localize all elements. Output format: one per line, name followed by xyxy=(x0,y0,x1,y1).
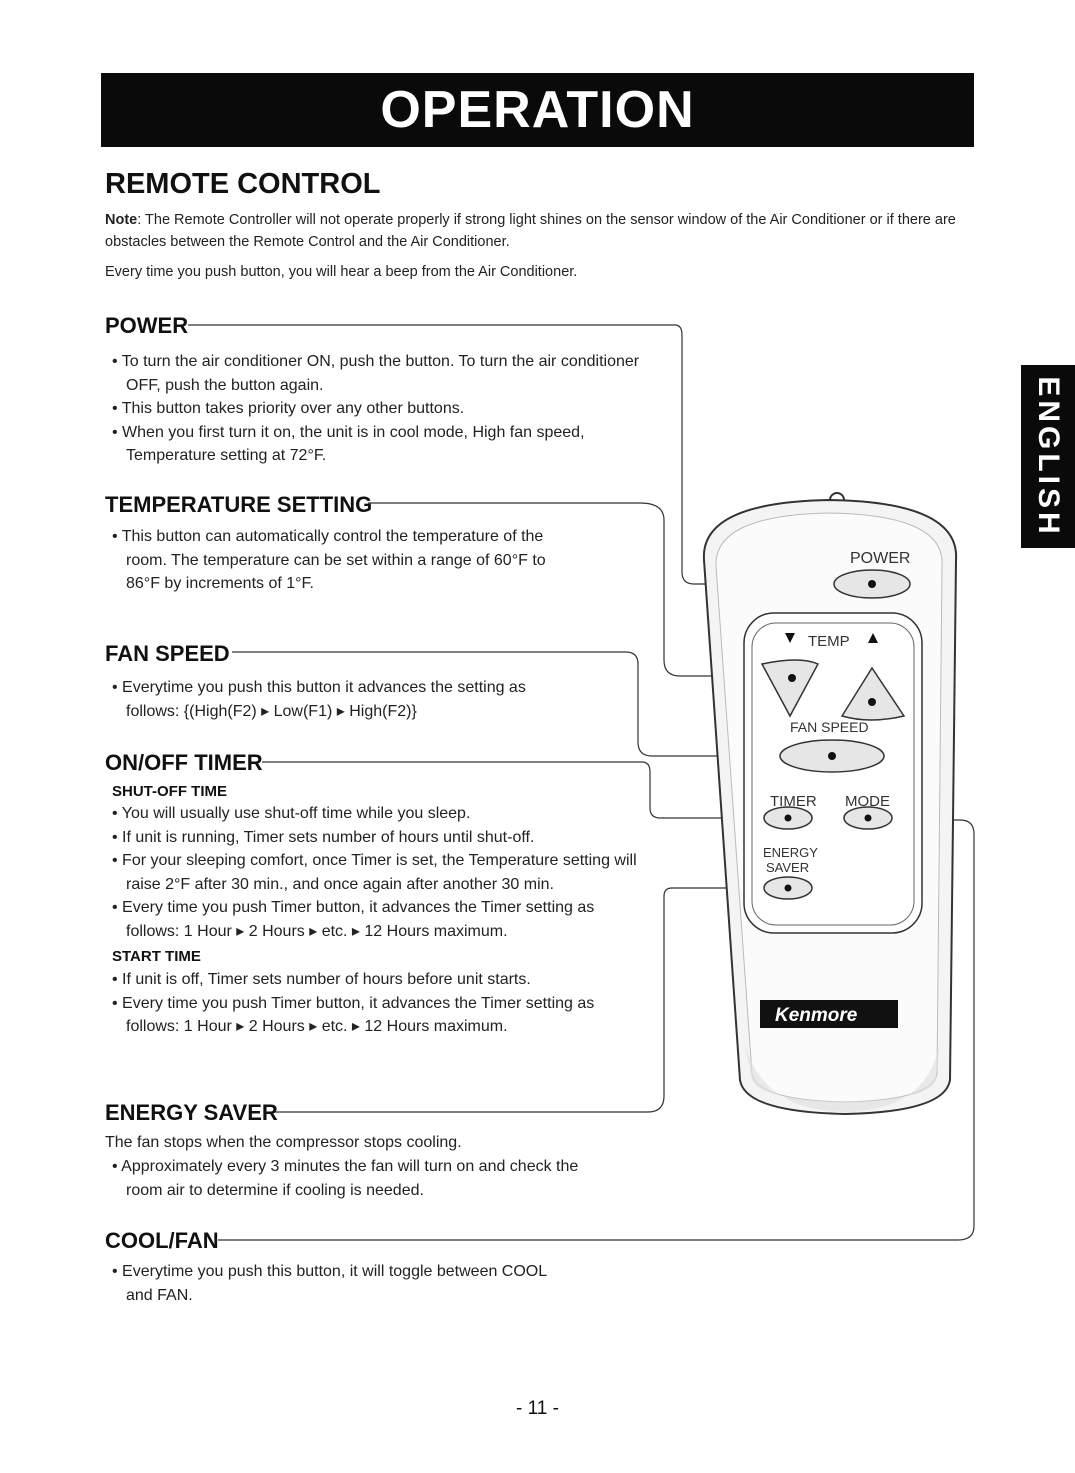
power-label: POWER xyxy=(850,550,911,567)
remote-body xyxy=(704,493,956,1114)
beep-note: Every time you push button, you will hear a beep from the Air Conditioner. xyxy=(105,264,578,280)
temperature-heading: TEMPERATURE SETTING xyxy=(105,492,373,517)
temperature-bullets xyxy=(112,525,572,596)
list-item: • Every time you push Timer button, it advances the Timer setting as follows: 1 Hour ▸ 2 Hours ▸ etc. ▸ 12 Hours maximum. xyxy=(112,899,595,940)
energy-intro: The fan stops when the compressor stops cooling. xyxy=(105,1134,462,1151)
note-text: : The Remote Controller will not operate properly if strong light shines on the sensor window of the Air Conditioner or if there are obstacles between the Remote Control and the Air Conditioner. xyxy=(105,212,956,250)
energy-bullets xyxy=(112,1155,582,1202)
list-item: • This button takes priority over any other buttons. xyxy=(112,400,465,417)
list-item: • You will usually use shut-off time while you sleep. xyxy=(112,805,471,822)
timer-label: TIMER xyxy=(770,793,817,810)
list-item: • Approximately every 3 minutes the fan will turn on and check the room air to determine if cooling is needed. xyxy=(112,1158,579,1199)
list-item: • When you first turn it on, the unit is in cool mode, High fan speed, Temperature setting at 72°F. xyxy=(112,423,585,464)
list-item: • If unit is off, Timer sets number of hours before unit starts. xyxy=(112,971,531,988)
shutoff-bullets xyxy=(112,802,642,943)
energy-label-1: ENERGY xyxy=(763,845,818,860)
list-item: • For your sleeping comfort, once Timer is set, the Temperature setting will raise 2°F after 30 min., and once again after another 30 min. xyxy=(112,852,637,893)
note-label: Note xyxy=(105,212,138,228)
energy-label-2: SAVER xyxy=(766,860,810,875)
list-item: • Everytime you push this button, it will toggle between COOL and FAN. xyxy=(112,1263,547,1304)
kenmore-logo-text: Kenmore xyxy=(775,1005,858,1026)
operation-banner: OPERATION xyxy=(101,73,974,147)
page-title: REMOTE CONTROL xyxy=(105,168,381,200)
start-bullets xyxy=(112,968,642,1039)
coolfan-heading: COOL/FAN xyxy=(105,1228,219,1253)
temp-label: TEMP xyxy=(808,633,850,650)
fan-speed-bullets xyxy=(112,676,582,723)
mode-label: MODE xyxy=(845,793,890,810)
list-item: • To turn the air conditioner ON, push the button. To turn the air conditioner OFF, push the button again. xyxy=(112,353,640,394)
list-item: • Everytime you push this button it advances the setting as follows: {(High(F2) ▸ Low(F1) ▸ High(F2)} xyxy=(112,679,526,720)
coolfan-bullets xyxy=(112,1260,562,1307)
list-item: • If unit is running, Timer sets number of hours until shut-off. xyxy=(112,828,535,846)
list-item: • Every time you push Timer button, it advances the Timer setting as follows: 1 Hour ▸ 2 Hours ▸ etc. ▸ 12 Hours maximum. xyxy=(112,994,595,1035)
power-bullets xyxy=(112,350,640,468)
shutoff-heading: SHUT-OFF TIME xyxy=(112,783,227,800)
energy-heading: ENERGY SAVER xyxy=(105,1100,278,1125)
list-item: • This button can automatically control the temperature of the room. The temperature can be set within a range of 60°F to 86°F by increments of 1°F. xyxy=(112,528,546,592)
fan-speed-heading: FAN SPEED xyxy=(105,641,230,666)
fan-speed-label: FAN SPEED xyxy=(790,719,869,735)
start-heading: START TIME xyxy=(112,948,201,965)
page-number: - 11 - xyxy=(516,1398,559,1419)
timer-heading: ON/OFF TIMER xyxy=(105,750,263,775)
power-heading: POWER xyxy=(105,313,189,338)
language-tab-label: ENGLISH xyxy=(1032,375,1065,538)
